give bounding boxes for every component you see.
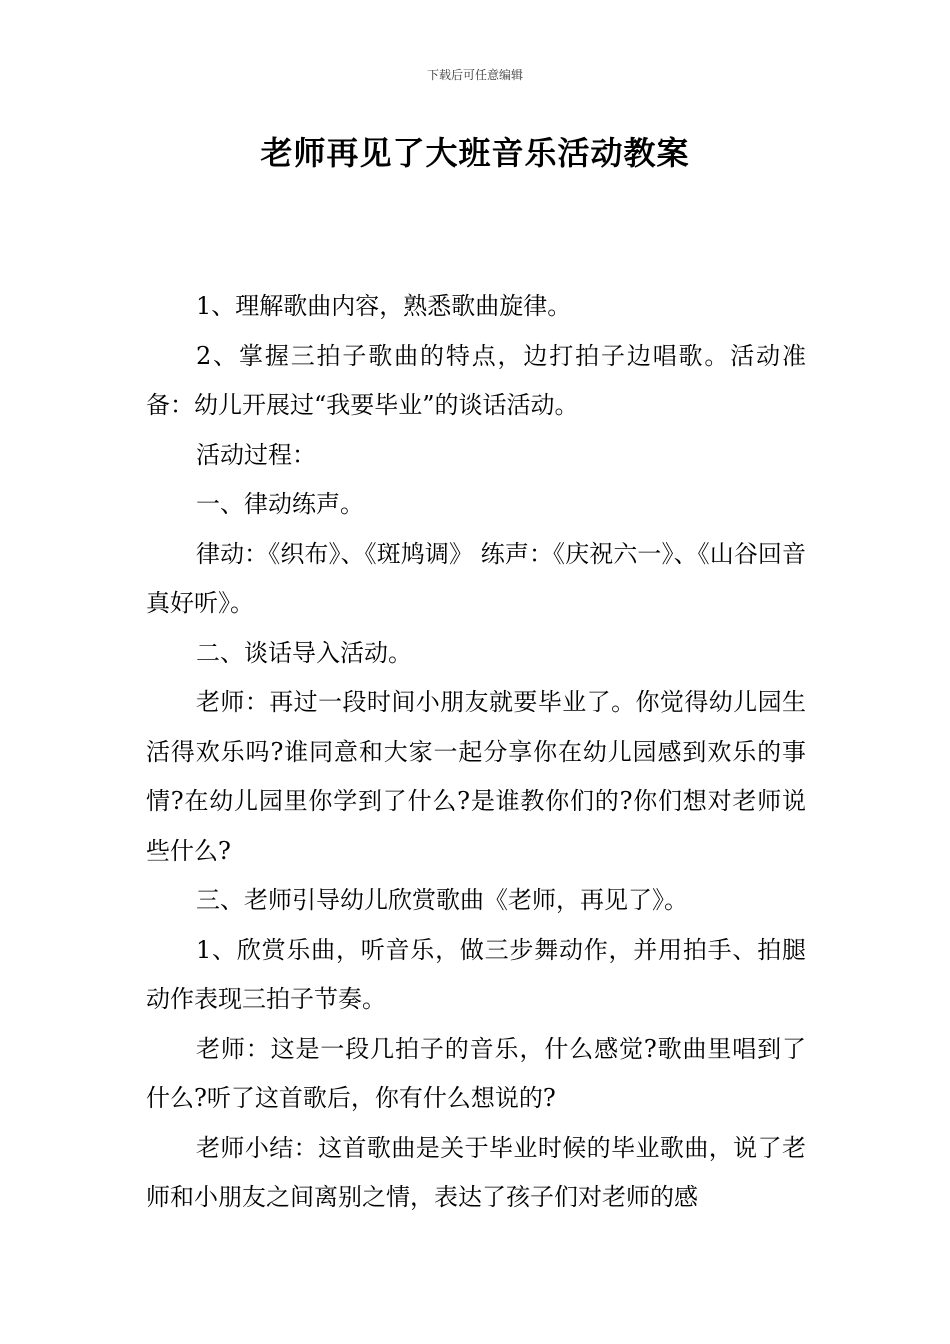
paragraph: 二、谈话导入活动。 bbox=[196, 638, 412, 667]
header-note: 下载后可任意编辑 bbox=[426, 68, 523, 82]
paragraph: 一、律动练声。 bbox=[196, 490, 364, 518]
document-title: 老师再见了大班音乐活动教案 bbox=[260, 134, 690, 172]
paragraph: 老师小结：这首歌曲是关于毕业时候的毕业歌曲，说了老师和小朋友之间离别之情，表达了孩子们对老师的感 bbox=[146, 1133, 806, 1211]
paragraph: 1、欣赏乐曲，听音乐，做三步舞动作，并用拍手、拍腿动作表现三拍子节奏。 bbox=[146, 935, 806, 1013]
paragraph: 三、老师引导幼儿欣赏歌曲《老师，再见了》。 bbox=[196, 886, 688, 914]
paragraph: 活动过程： bbox=[196, 440, 316, 469]
paragraph: 2、掌握三拍子歌曲的特点，边打拍子边唱歌。活动准备：幼儿开展过“我要毕业”的谈话活动。 bbox=[146, 341, 806, 419]
document-body bbox=[146, 282, 806, 1223]
paragraph: 老师：这是一段几拍子的音乐，什么感觉?歌曲里唱到了什么?听了这首歌后，你有什么想说的? bbox=[146, 1034, 806, 1112]
paragraph: 1、理解歌曲内容，熟悉歌曲旋律。 bbox=[196, 292, 572, 320]
paragraph: 老师：再过一段时间小朋友就要毕业了。你觉得幼儿园生活得欢乐吗?谁同意和大家一起分享你在幼儿园感到欢乐的事情?在幼儿园里你学到了什么?是谁教你们的?你们想对老师说些什么? bbox=[146, 688, 806, 865]
paragraph: 律动：《织布》、《斑鸠调》 练声：《庆祝六一》、《山谷回音真好听》。 bbox=[146, 539, 806, 617]
